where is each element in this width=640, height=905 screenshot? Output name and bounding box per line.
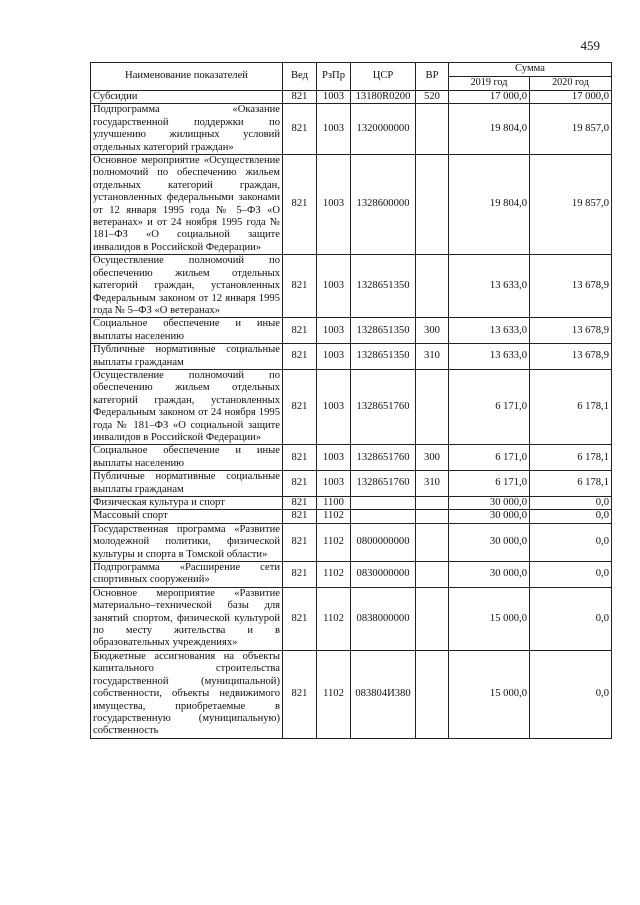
table-row <box>91 471 612 497</box>
table-row <box>91 255 612 318</box>
cell-ved: 821 <box>283 445 317 471</box>
table-header <box>91 63 612 91</box>
table-row <box>91 91 612 104</box>
cell-sum-2020: 6 178,1 <box>530 369 612 444</box>
cell-sum-2019: 19 804,0 <box>449 155 530 255</box>
cell-csr: 1328600000 <box>351 155 416 255</box>
cell-sum-2019: 17 000,0 <box>449 91 530 104</box>
cell-ved: 821 <box>283 471 317 497</box>
cell-rzpr: 1003 <box>317 344 351 370</box>
cell-rzpr: 1003 <box>317 445 351 471</box>
cell-sum-2019: 6 171,0 <box>449 471 530 497</box>
header-year-2020: 2020 год <box>530 77 612 91</box>
cell-csr: 1328651760 <box>351 369 416 444</box>
cell-sum-2020: 13 678,9 <box>530 344 612 370</box>
cell-sum-2020: 17 000,0 <box>530 91 612 104</box>
cell-name: Основное мероприятие «Развитие материально–технической базы для занятий спортом, физической культурой по месту жительства и в образовательных учреждениях» <box>91 587 283 650</box>
cell-csr: 0838000000 <box>351 587 416 650</box>
cell-csr: 1328651760 <box>351 471 416 497</box>
cell-vr: 300 <box>416 318 449 344</box>
table-body <box>91 91 612 739</box>
cell-sum-2019: 13 633,0 <box>449 344 530 370</box>
cell-ved: 821 <box>283 650 317 738</box>
table-row <box>91 562 612 588</box>
cell-ved: 821 <box>283 104 317 155</box>
cell-vr <box>416 104 449 155</box>
table-row <box>91 318 612 344</box>
cell-rzpr: 1102 <box>317 587 351 650</box>
header-csr: ЦСР <box>351 63 416 91</box>
cell-sum-2019: 15 000,0 <box>449 587 530 650</box>
cell-sum-2019: 19 804,0 <box>449 104 530 155</box>
table-row <box>91 497 612 510</box>
cell-ved: 821 <box>283 562 317 588</box>
cell-rzpr: 1102 <box>317 562 351 588</box>
cell-sum-2019: 30 000,0 <box>449 562 530 588</box>
cell-name: Осуществление полномочий по обеспечению жильем отдельных категорий граждан, установленных Федеральным законом от 12 января 1995 года № 5–ФЗ «О ветеранах» <box>91 255 283 318</box>
cell-csr: 0800000000 <box>351 523 416 561</box>
table-row <box>91 587 612 650</box>
cell-sum-2019: 30 000,0 <box>449 497 530 510</box>
cell-name: Осуществление полномочий по обеспечению жильем отдельных категорий граждан, установленных Федеральным законом от 24 ноября 1995 года № 181–ФЗ «О социальной защите инвалидов в Российской Федерации» <box>91 369 283 444</box>
cell-rzpr: 1100 <box>317 497 351 510</box>
budget-table <box>90 62 612 739</box>
cell-rzpr: 1003 <box>317 318 351 344</box>
cell-ved: 821 <box>283 369 317 444</box>
cell-vr: 310 <box>416 344 449 370</box>
cell-vr <box>416 510 449 523</box>
cell-sum-2019: 15 000,0 <box>449 650 530 738</box>
cell-vr: 520 <box>416 91 449 104</box>
cell-name: Бюджетные ассигнования на объекты капитального строительства государственной (муниципальной) собственности, объекты недвижимого имущества, приобретаемые в государственную (муниципальную) собственность <box>91 650 283 738</box>
page-number: 459 <box>580 38 600 53</box>
cell-sum-2019: 6 171,0 <box>449 445 530 471</box>
cell-sum-2020: 0,0 <box>530 510 612 523</box>
cell-csr: 1328651350 <box>351 255 416 318</box>
cell-vr <box>416 587 449 650</box>
table-row <box>91 523 612 561</box>
cell-name: Государственная программа «Развитие молодежной политики, физической культуры и спорта в Томской области» <box>91 523 283 561</box>
cell-sum-2020: 6 178,1 <box>530 445 612 471</box>
cell-ved: 821 <box>283 91 317 104</box>
cell-sum-2019: 13 633,0 <box>449 318 530 344</box>
cell-rzpr: 1003 <box>317 104 351 155</box>
cell-ved: 821 <box>283 523 317 561</box>
table-row <box>91 510 612 523</box>
cell-ved: 821 <box>283 255 317 318</box>
header-vr: ВР <box>416 63 449 91</box>
cell-rzpr: 1003 <box>317 91 351 104</box>
cell-ved: 821 <box>283 587 317 650</box>
cell-rzpr: 1003 <box>317 255 351 318</box>
cell-name: Основное мероприятие «Осуществление полномочий по обеспечению жильем отдельных категорий граждан, установленных федеральными законами от 12 января 1995 года № 5–ФЗ «О ветеранах» и от 24 ноября 1995 года № 181–ФЗ «О социальной защите инвалидов в Российской Федерации» <box>91 155 283 255</box>
cell-ved: 821 <box>283 497 317 510</box>
cell-rzpr: 1102 <box>317 650 351 738</box>
cell-sum-2020: 6 178,1 <box>530 471 612 497</box>
cell-vr <box>416 369 449 444</box>
cell-sum-2020: 0,0 <box>530 523 612 561</box>
cell-vr <box>416 562 449 588</box>
cell-ved: 821 <box>283 318 317 344</box>
cell-vr <box>416 650 449 738</box>
header-sum: Сумма <box>449 63 612 77</box>
cell-vr: 300 <box>416 445 449 471</box>
cell-csr <box>351 510 416 523</box>
header-rzpr: РзПр <box>317 63 351 91</box>
cell-sum-2019: 30 000,0 <box>449 510 530 523</box>
cell-rzpr: 1003 <box>317 155 351 255</box>
cell-name: Подпрограмма «Расширение сети спортивных сооружений» <box>91 562 283 588</box>
cell-name: Подпрограмма «Оказание государственной поддержки по улучшению жилищных условий отдельных категорий граждан» <box>91 104 283 155</box>
cell-csr: 1328651350 <box>351 344 416 370</box>
cell-rzpr: 1003 <box>317 471 351 497</box>
cell-rzpr: 1102 <box>317 510 351 523</box>
cell-csr: 083804И380 <box>351 650 416 738</box>
cell-sum-2020: 13 678,9 <box>530 255 612 318</box>
cell-sum-2020: 19 857,0 <box>530 155 612 255</box>
cell-sum-2020: 19 857,0 <box>530 104 612 155</box>
cell-vr: 310 <box>416 471 449 497</box>
cell-csr: 1328651760 <box>351 445 416 471</box>
cell-vr <box>416 155 449 255</box>
cell-name: Публичные нормативные социальные выплаты гражданам <box>91 344 283 370</box>
cell-sum-2020: 13 678,9 <box>530 318 612 344</box>
cell-csr: 1320000000 <box>351 104 416 155</box>
cell-ved: 821 <box>283 510 317 523</box>
cell-sum-2020: 0,0 <box>530 497 612 510</box>
cell-vr <box>416 255 449 318</box>
cell-name: Физическая культура и спорт <box>91 497 283 510</box>
cell-sum-2019: 13 633,0 <box>449 255 530 318</box>
cell-name: Социальное обеспечение и иные выплаты населению <box>91 318 283 344</box>
cell-rzpr: 1003 <box>317 369 351 444</box>
table-row <box>91 344 612 370</box>
header-name: Наименование показателей <box>91 63 283 91</box>
cell-csr: 1328651350 <box>351 318 416 344</box>
cell-name: Социальное обеспечение и иные выплаты населению <box>91 445 283 471</box>
cell-sum-2019: 6 171,0 <box>449 369 530 444</box>
table-row <box>91 650 612 738</box>
cell-csr <box>351 497 416 510</box>
cell-vr <box>416 523 449 561</box>
cell-vr <box>416 497 449 510</box>
cell-csr: 13180R0200 <box>351 91 416 104</box>
table-row <box>91 445 612 471</box>
cell-sum-2020: 0,0 <box>530 650 612 738</box>
header-year-2019: 2019 год <box>449 77 530 91</box>
table-row <box>91 369 612 444</box>
cell-sum-2020: 0,0 <box>530 587 612 650</box>
header-ved: Вед <box>283 63 317 91</box>
cell-ved: 821 <box>283 344 317 370</box>
table-row <box>91 104 612 155</box>
cell-sum-2020: 0,0 <box>530 562 612 588</box>
table-row <box>91 155 612 255</box>
cell-name: Субсидии <box>91 91 283 104</box>
cell-sum-2019: 30 000,0 <box>449 523 530 561</box>
cell-name: Массовый спорт <box>91 510 283 523</box>
cell-name: Публичные нормативные социальные выплаты гражданам <box>91 471 283 497</box>
cell-ved: 821 <box>283 155 317 255</box>
cell-csr: 0830000000 <box>351 562 416 588</box>
cell-rzpr: 1102 <box>317 523 351 561</box>
